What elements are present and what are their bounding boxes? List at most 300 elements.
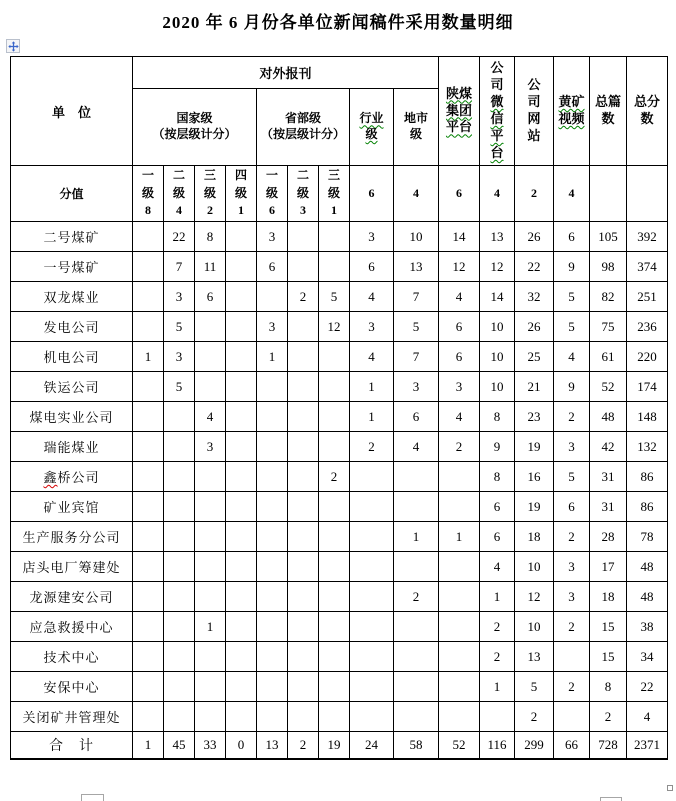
table-row bbox=[11, 492, 668, 522]
value-cell bbox=[133, 462, 164, 492]
total-value-cell: 728 bbox=[590, 732, 627, 759]
value-cell bbox=[288, 552, 319, 582]
value-cell: 75 bbox=[590, 312, 627, 342]
total-label-cell: 合 计 bbox=[11, 732, 133, 759]
value-cell: 3 bbox=[554, 432, 590, 462]
total-value-cell: 1 bbox=[133, 732, 164, 759]
total-value-cell: 66 bbox=[554, 732, 590, 759]
header-company-website bbox=[515, 57, 554, 166]
value-cell: 4 bbox=[554, 342, 590, 372]
value-cell: 1 bbox=[480, 672, 515, 702]
value-cell: 2 bbox=[394, 582, 439, 612]
value-cell bbox=[226, 222, 257, 252]
value-cell: 3 bbox=[439, 372, 480, 402]
value-cell bbox=[257, 402, 288, 432]
value-cell bbox=[257, 432, 288, 462]
unit-cell: 一号煤矿 bbox=[11, 252, 133, 282]
table-row bbox=[11, 372, 668, 402]
score-level-line: 二 bbox=[296, 168, 309, 183]
value-cell bbox=[288, 702, 319, 732]
header-national-text bbox=[133, 111, 256, 142]
value-cell: 6 bbox=[554, 222, 590, 252]
value-cell bbox=[288, 222, 319, 252]
value-cell bbox=[394, 642, 439, 672]
value-cell bbox=[288, 402, 319, 432]
score-value-cell: 4 bbox=[480, 166, 515, 222]
value-cell bbox=[257, 372, 288, 402]
value-cell bbox=[195, 462, 226, 492]
value-cell bbox=[257, 702, 288, 732]
score-level-text bbox=[288, 167, 318, 219]
value-cell bbox=[350, 582, 394, 612]
value-cell bbox=[133, 522, 164, 552]
value-cell bbox=[257, 552, 288, 582]
score-level-line: 三 bbox=[327, 168, 340, 183]
score-value-cell: 4 bbox=[394, 166, 439, 222]
value-cell: 3 bbox=[350, 312, 394, 342]
value-cell: 78 bbox=[627, 522, 668, 552]
value-cell bbox=[226, 552, 257, 582]
value-cell bbox=[226, 282, 257, 312]
header-company-website-text bbox=[515, 77, 553, 145]
value-cell: 11 bbox=[195, 252, 226, 282]
value-cell bbox=[394, 702, 439, 732]
value-cell bbox=[288, 672, 319, 702]
value-cell bbox=[288, 252, 319, 282]
value-cell: 5 bbox=[394, 312, 439, 342]
header-industry bbox=[350, 89, 394, 166]
value-cell: 13 bbox=[480, 222, 515, 252]
value-cell: 13 bbox=[394, 252, 439, 282]
value-cell bbox=[439, 642, 480, 672]
value-cell: 2 bbox=[288, 282, 319, 312]
value-cell bbox=[164, 582, 195, 612]
news-stats-table bbox=[10, 56, 668, 760]
value-cell: 251 bbox=[627, 282, 668, 312]
value-cell: 6 bbox=[439, 342, 480, 372]
value-cell: 10 bbox=[480, 372, 515, 402]
value-cell: 6 bbox=[257, 252, 288, 282]
value-cell bbox=[195, 492, 226, 522]
unit-cell: 机电公司 bbox=[11, 342, 133, 372]
value-cell bbox=[133, 372, 164, 402]
value-cell: 10 bbox=[480, 342, 515, 372]
value-cell bbox=[288, 312, 319, 342]
value-cell: 1 bbox=[350, 372, 394, 402]
score-level-line: 二 bbox=[172, 168, 185, 183]
value-cell: 2 bbox=[515, 702, 554, 732]
value-cell: 5 bbox=[164, 312, 195, 342]
value-cell: 4 bbox=[439, 402, 480, 432]
table-row bbox=[11, 672, 668, 702]
value-cell bbox=[350, 642, 394, 672]
value-cell: 1 bbox=[257, 342, 288, 372]
next-page-fragment bbox=[600, 797, 622, 801]
unit-label: 桥公司 bbox=[57, 470, 100, 485]
value-cell bbox=[288, 492, 319, 522]
value-cell bbox=[133, 702, 164, 732]
score-value-cell bbox=[627, 166, 668, 222]
value-cell: 13 bbox=[515, 642, 554, 672]
score-level-line: 2 bbox=[207, 203, 213, 218]
score-level-cell bbox=[226, 166, 257, 222]
score-level-cell bbox=[133, 166, 164, 222]
value-cell bbox=[226, 312, 257, 342]
total-value-cell: 0 bbox=[226, 732, 257, 759]
score-level-line: 级 bbox=[327, 185, 340, 200]
value-cell: 8 bbox=[590, 672, 627, 702]
value-cell: 7 bbox=[394, 342, 439, 372]
score-level-text bbox=[133, 167, 163, 219]
value-cell bbox=[394, 672, 439, 702]
score-level-line: 3 bbox=[300, 203, 306, 218]
value-cell: 4 bbox=[627, 702, 668, 732]
score-value-cell bbox=[590, 166, 627, 222]
value-cell: 48 bbox=[590, 402, 627, 432]
total-row bbox=[11, 732, 668, 759]
score-level-cell bbox=[319, 166, 350, 222]
value-cell: 18 bbox=[515, 522, 554, 552]
value-cell bbox=[319, 402, 350, 432]
unit-cell: 矿业宾馆 bbox=[11, 492, 133, 522]
value-cell bbox=[226, 702, 257, 732]
header-line: （按层级计分） bbox=[260, 127, 345, 141]
value-cell bbox=[319, 342, 350, 372]
value-cell: 25 bbox=[515, 342, 554, 372]
value-cell: 26 bbox=[515, 222, 554, 252]
score-row bbox=[11, 166, 668, 222]
score-level-line: 6 bbox=[269, 203, 275, 218]
header-line: 级 bbox=[409, 127, 422, 141]
value-cell: 14 bbox=[480, 282, 515, 312]
header-wechat-platform bbox=[480, 57, 515, 166]
value-cell bbox=[133, 282, 164, 312]
value-cell: 374 bbox=[627, 252, 668, 282]
value-cell: 15 bbox=[590, 642, 627, 672]
value-cell bbox=[257, 582, 288, 612]
header-line: 微 bbox=[490, 94, 504, 110]
value-cell bbox=[195, 642, 226, 672]
score-level-line: 级 bbox=[296, 185, 309, 200]
unit-cell: 店头电厂筹建处 bbox=[11, 552, 133, 582]
value-cell bbox=[226, 672, 257, 702]
value-cell: 1 bbox=[133, 342, 164, 372]
value-cell: 4 bbox=[480, 552, 515, 582]
score-level-text bbox=[195, 167, 225, 219]
header-total-articles-text bbox=[590, 94, 626, 128]
header-video-text bbox=[554, 94, 589, 128]
header-line: 台 bbox=[490, 144, 504, 160]
value-cell: 5 bbox=[515, 672, 554, 702]
value-cell bbox=[288, 582, 319, 612]
value-cell: 82 bbox=[590, 282, 627, 312]
header-line: 站 bbox=[527, 127, 541, 143]
header-line: （按层级计分） bbox=[152, 127, 237, 141]
table-row bbox=[11, 402, 668, 432]
header-provincial-text bbox=[257, 111, 349, 142]
header-wechat-platform-text bbox=[480, 60, 514, 161]
table-row bbox=[11, 522, 668, 552]
value-cell bbox=[319, 612, 350, 642]
header-total-score bbox=[627, 57, 668, 166]
value-cell bbox=[319, 672, 350, 702]
value-cell bbox=[319, 492, 350, 522]
value-cell bbox=[319, 372, 350, 402]
value-cell: 5 bbox=[164, 372, 195, 402]
value-cell: 6 bbox=[439, 312, 480, 342]
value-cell: 2 bbox=[319, 462, 350, 492]
value-cell bbox=[133, 612, 164, 642]
value-cell bbox=[288, 522, 319, 552]
value-cell bbox=[257, 642, 288, 672]
value-cell bbox=[257, 462, 288, 492]
value-cell: 6 bbox=[350, 252, 394, 282]
value-cell bbox=[319, 552, 350, 582]
unit-cell: 安保中心 bbox=[11, 672, 133, 702]
value-cell: 18 bbox=[590, 582, 627, 612]
value-cell: 14 bbox=[439, 222, 480, 252]
value-cell: 8 bbox=[480, 462, 515, 492]
value-cell bbox=[439, 672, 480, 702]
score-level-cell bbox=[257, 166, 288, 222]
unit-cell: 生产服务分公司 bbox=[11, 522, 133, 552]
header-line: 公 bbox=[527, 77, 541, 93]
value-cell: 3 bbox=[350, 222, 394, 252]
value-cell bbox=[480, 702, 515, 732]
table-row bbox=[11, 552, 668, 582]
value-cell: 31 bbox=[590, 462, 627, 492]
value-cell bbox=[288, 612, 319, 642]
header-group-platform-text bbox=[439, 86, 479, 137]
document-title: 2020 年 6 月份各单位新闻稿件采用数量明细 bbox=[162, 13, 514, 32]
header-group-platform bbox=[439, 57, 480, 166]
header-line: 级 bbox=[365, 127, 378, 141]
value-cell bbox=[257, 282, 288, 312]
value-cell bbox=[226, 372, 257, 402]
unit-cell: 技术中心 bbox=[11, 642, 133, 672]
score-level-line: 级 bbox=[141, 185, 154, 200]
header-line: 省部级 bbox=[284, 111, 321, 126]
value-cell: 6 bbox=[554, 492, 590, 522]
value-cell bbox=[226, 522, 257, 552]
value-cell bbox=[164, 492, 195, 522]
value-cell bbox=[394, 612, 439, 642]
value-cell: 2 bbox=[554, 672, 590, 702]
value-cell: 48 bbox=[627, 582, 668, 612]
value-cell bbox=[164, 642, 195, 672]
header-line: 国家级 bbox=[176, 111, 213, 126]
table-row bbox=[11, 252, 668, 282]
value-cell bbox=[133, 402, 164, 432]
score-level-line: 一 bbox=[141, 168, 154, 183]
value-cell bbox=[133, 642, 164, 672]
value-cell: 52 bbox=[590, 372, 627, 402]
value-cell: 2 bbox=[554, 402, 590, 432]
value-cell bbox=[226, 402, 257, 432]
value-cell bbox=[226, 612, 257, 642]
value-cell bbox=[164, 522, 195, 552]
value-cell: 8 bbox=[195, 222, 226, 252]
misspelled-char: 鑫 bbox=[43, 470, 58, 485]
value-cell bbox=[350, 462, 394, 492]
value-cell: 10 bbox=[515, 612, 554, 642]
score-level-line: 8 bbox=[145, 203, 151, 218]
value-cell: 4 bbox=[394, 432, 439, 462]
value-cell: 132 bbox=[627, 432, 668, 462]
header-line: 公 bbox=[490, 60, 504, 76]
value-cell: 9 bbox=[554, 252, 590, 282]
value-cell bbox=[319, 252, 350, 282]
value-cell: 28 bbox=[590, 522, 627, 552]
value-cell: 2 bbox=[554, 522, 590, 552]
value-cell: 2 bbox=[350, 432, 394, 462]
value-cell bbox=[257, 672, 288, 702]
value-cell: 220 bbox=[627, 342, 668, 372]
score-level-line: 4 bbox=[176, 203, 182, 218]
value-cell bbox=[226, 642, 257, 672]
value-cell: 34 bbox=[627, 642, 668, 672]
value-cell: 86 bbox=[627, 492, 668, 522]
header-line: 平台 bbox=[445, 119, 472, 135]
value-cell bbox=[133, 552, 164, 582]
value-cell bbox=[133, 252, 164, 282]
score-level-line: 1 bbox=[238, 203, 244, 218]
value-cell: 2 bbox=[554, 612, 590, 642]
value-cell bbox=[350, 552, 394, 582]
total-value-cell: 58 bbox=[394, 732, 439, 759]
unit-cell: 应急救援中心 bbox=[11, 612, 133, 642]
value-cell: 32 bbox=[515, 282, 554, 312]
value-cell bbox=[226, 462, 257, 492]
table-move-handle[interactable] bbox=[6, 39, 20, 53]
score-level-line: 1 bbox=[331, 203, 337, 218]
header-industry-text bbox=[350, 111, 393, 142]
value-cell bbox=[195, 552, 226, 582]
value-cell bbox=[164, 612, 195, 642]
value-cell bbox=[195, 372, 226, 402]
value-cell: 19 bbox=[515, 432, 554, 462]
value-cell bbox=[195, 342, 226, 372]
value-cell bbox=[350, 612, 394, 642]
value-cell: 3 bbox=[195, 432, 226, 462]
unit-cell: 铁运公司 bbox=[11, 372, 133, 402]
table-resize-handle[interactable] bbox=[667, 785, 673, 791]
score-level-line: 四 bbox=[234, 168, 247, 183]
value-cell bbox=[439, 582, 480, 612]
value-cell bbox=[394, 492, 439, 522]
value-cell: 148 bbox=[627, 402, 668, 432]
header-line: 信 bbox=[490, 111, 504, 126]
value-cell: 2 bbox=[480, 612, 515, 642]
score-label-cell: 分值 bbox=[11, 166, 133, 222]
header-line: 网 bbox=[527, 111, 541, 126]
value-cell bbox=[226, 492, 257, 522]
value-cell bbox=[195, 522, 226, 552]
score-level-line: 一 bbox=[265, 168, 278, 183]
value-cell: 1 bbox=[480, 582, 515, 612]
table-row bbox=[11, 642, 668, 672]
total-value-cell: 33 bbox=[195, 732, 226, 759]
unit-cell bbox=[11, 462, 133, 492]
table-row bbox=[11, 312, 668, 342]
header-line: 司 bbox=[527, 94, 541, 110]
move-icon bbox=[8, 41, 19, 52]
score-value-cell: 6 bbox=[439, 166, 480, 222]
value-cell: 6 bbox=[394, 402, 439, 432]
value-cell bbox=[394, 552, 439, 582]
value-cell bbox=[133, 222, 164, 252]
value-cell: 1 bbox=[195, 612, 226, 642]
score-level-text bbox=[226, 167, 256, 219]
value-cell: 4 bbox=[350, 342, 394, 372]
score-level-line: 级 bbox=[234, 185, 247, 200]
value-cell bbox=[319, 642, 350, 672]
value-cell bbox=[288, 342, 319, 372]
header-line: 总分 bbox=[633, 94, 660, 110]
score-level-line: 级 bbox=[265, 185, 278, 200]
header-line: 数 bbox=[601, 111, 615, 126]
value-cell bbox=[439, 492, 480, 522]
header-line: 行业 bbox=[359, 111, 384, 126]
value-cell bbox=[439, 612, 480, 642]
value-cell bbox=[554, 642, 590, 672]
total-value-cell: 19 bbox=[319, 732, 350, 759]
score-level-cell bbox=[288, 166, 319, 222]
score-level-text bbox=[257, 167, 287, 219]
unit-cell: 瑞能煤业 bbox=[11, 432, 133, 462]
value-cell: 42 bbox=[590, 432, 627, 462]
header-line: 地市 bbox=[403, 111, 428, 126]
table-row bbox=[11, 462, 668, 492]
value-cell: 31 bbox=[590, 492, 627, 522]
value-cell bbox=[319, 582, 350, 612]
value-cell: 6 bbox=[480, 522, 515, 552]
value-cell: 2 bbox=[480, 642, 515, 672]
value-cell bbox=[439, 462, 480, 492]
value-cell: 22 bbox=[627, 672, 668, 702]
score-level-text bbox=[164, 167, 194, 219]
value-cell bbox=[164, 702, 195, 732]
header-total-articles bbox=[590, 57, 627, 166]
value-cell: 21 bbox=[515, 372, 554, 402]
value-cell: 86 bbox=[627, 462, 668, 492]
value-cell bbox=[288, 372, 319, 402]
table-row bbox=[11, 282, 668, 312]
value-cell: 1 bbox=[350, 402, 394, 432]
value-cell bbox=[319, 432, 350, 462]
value-cell bbox=[133, 312, 164, 342]
value-cell: 5 bbox=[319, 282, 350, 312]
total-value-cell: 52 bbox=[439, 732, 480, 759]
value-cell bbox=[319, 702, 350, 732]
header-line: 陕煤 bbox=[445, 85, 472, 101]
value-cell: 19 bbox=[515, 492, 554, 522]
header-line: 总篇 bbox=[594, 94, 621, 110]
value-cell: 4 bbox=[195, 402, 226, 432]
score-level-cell bbox=[195, 166, 226, 222]
value-cell: 8 bbox=[480, 402, 515, 432]
value-cell: 2 bbox=[439, 432, 480, 462]
value-cell: 61 bbox=[590, 342, 627, 372]
total-value-cell: 2371 bbox=[627, 732, 668, 759]
unit-cell: 煤电实业公司 bbox=[11, 402, 133, 432]
value-cell: 1 bbox=[439, 522, 480, 552]
value-cell: 3 bbox=[257, 222, 288, 252]
value-cell: 5 bbox=[554, 312, 590, 342]
header-line: 平 bbox=[490, 127, 504, 143]
value-cell bbox=[257, 522, 288, 552]
value-cell: 7 bbox=[164, 252, 195, 282]
